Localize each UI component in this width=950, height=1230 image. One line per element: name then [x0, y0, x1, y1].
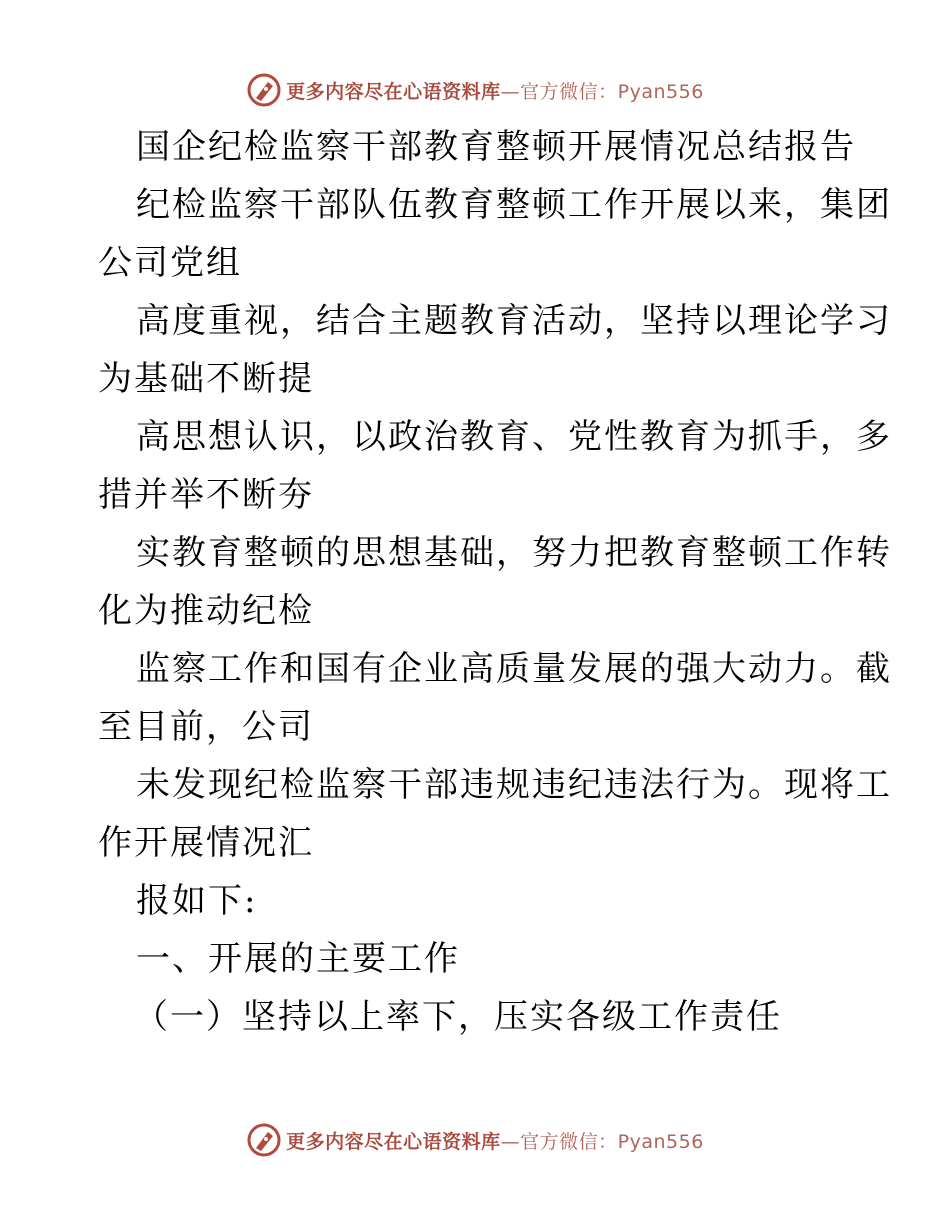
paragraph-line: 实教育整顿的思想基础，努力把教育整顿工作转 — [136, 533, 892, 573]
pen-nib-logo-icon — [246, 1122, 282, 1158]
paragraph-line: 作开展情况汇 — [98, 823, 314, 863]
paragraph-line: 未发现纪检监察干部违规违纪违法行为。现将工 — [136, 765, 892, 805]
paragraph-line: 高度重视，结合主题教育活动，坚持以理论学习 — [136, 301, 892, 341]
paragraph-line: 措并举不断夯 — [98, 475, 314, 515]
watermark-main: 更多内容尽在心语资料库 — [286, 1130, 501, 1153]
pen-nib-logo-icon — [246, 72, 282, 108]
section-heading: 一、开展的主要工作 — [136, 939, 460, 979]
paragraph-line: 高思想认识，以政治教育、党性教育为抓手，多 — [136, 417, 892, 457]
watermark-banner-top — [0, 70, 950, 110]
watermark-sep: — — [500, 80, 521, 103]
watermark-sep: — — [500, 1130, 521, 1153]
document-body — [98, 118, 892, 1046]
document-title: 国企纪检监察干部教育整顿开展情况总结报告 — [136, 127, 856, 167]
watermark-text — [286, 1127, 704, 1154]
paragraph-line: 报如下: — [136, 881, 258, 921]
paragraph-line: 监察工作和国有企业高质量发展的强大动力。截 — [136, 649, 892, 689]
watermark-main: 更多内容尽在心语资料库 — [286, 80, 501, 103]
paragraph-line: 公司党组 — [98, 243, 242, 283]
watermark-text — [286, 77, 704, 104]
paragraph-line: 纪检监察干部队伍教育整顿工作开展以来，集团 — [136, 185, 892, 225]
paragraph-line: 化为推动纪检 — [98, 591, 314, 631]
paragraph-line: 为基础不断提 — [98, 359, 314, 399]
watermark-tail: 官方微信：Pyan556 — [520, 80, 704, 103]
watermark-banner-bottom — [0, 1120, 950, 1160]
paragraph-line: 至目前，公司 — [98, 707, 314, 747]
watermark-tail: 官方微信：Pyan556 — [520, 1130, 704, 1153]
subsection-heading: （一）坚持以上率下，压实各级工作责任 — [134, 997, 782, 1037]
